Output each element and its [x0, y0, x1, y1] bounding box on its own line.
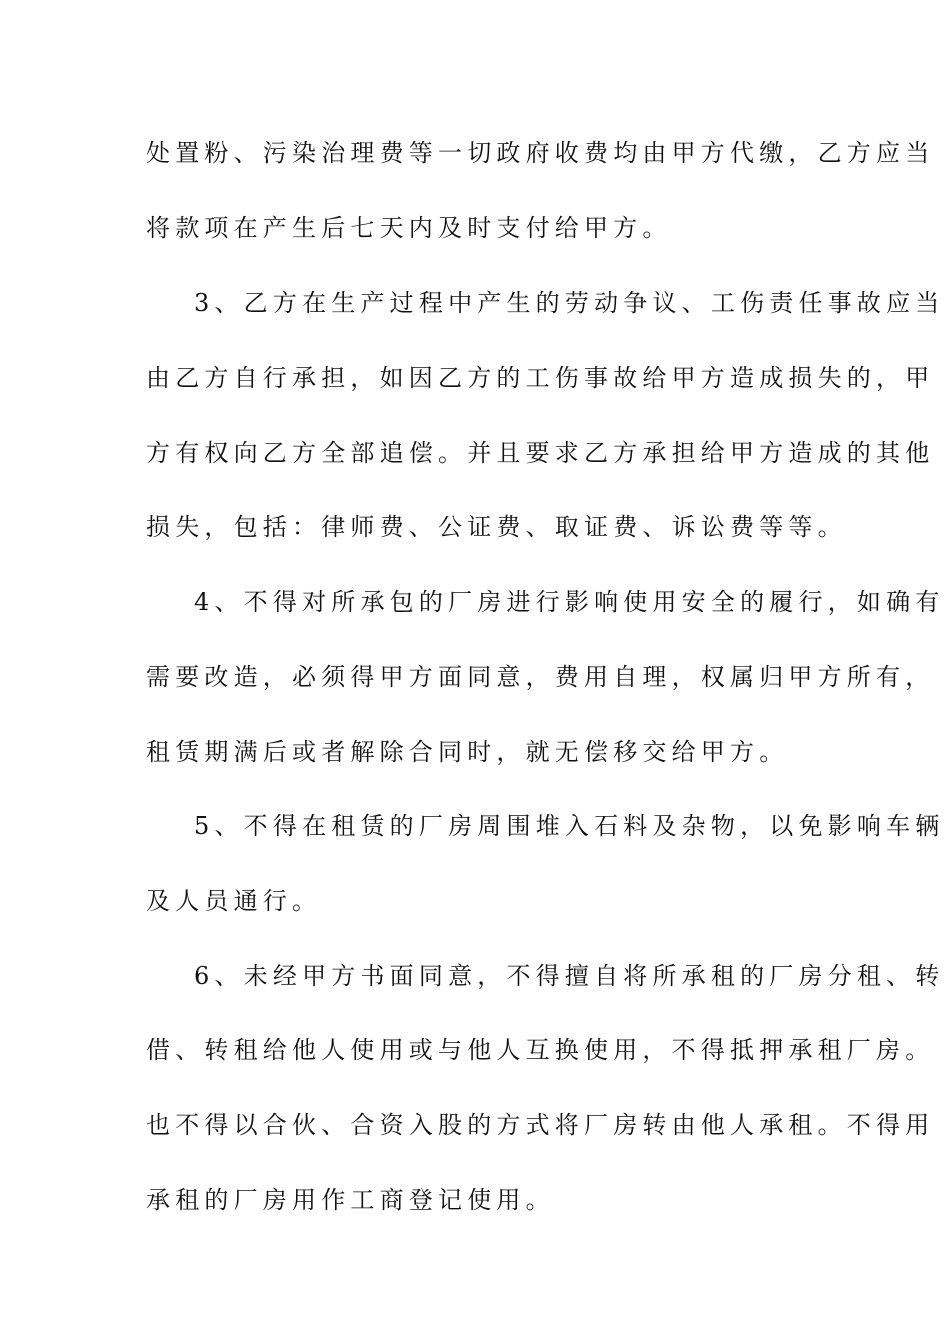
paragraph-start-line: 5、不得在租赁的厂房周围堆入石料及杂物，以免影响车辆 [194, 812, 945, 840]
text-line: 处置粉、污染治理费等一切政府收费均由甲方代缴，乙方应当 [146, 139, 935, 167]
text-line: 将款项在产生后七天内及时支付给甲方。 [146, 214, 672, 242]
text-line: 损失，包括：律师费、公证费、取证费、诉讼费等等。 [146, 513, 847, 541]
text-line: 承租的厂房用作工商登记使用。 [146, 1186, 555, 1214]
paragraph-start-line: 4、不得对所承包的厂房进行影响使用安全的履行，如确有 [194, 588, 945, 616]
text-line: 由乙方自行承担，如因乙方的工伤事故给甲方造成损失的，甲 [146, 364, 935, 392]
paragraph-start-line: 3、乙方在生产过程中产生的劳动争议、工伤责任事故应当 [194, 289, 945, 317]
text-line: 也不得以合伙、合资入股的方式将厂房转由他人承租。不得用 [146, 1111, 935, 1139]
text-line: 借、转租给他人使用或与他人互换使用，不得抵押承租厂房。 [146, 1036, 935, 1064]
text-line: 方有权向乙方全部追偿。并且要求乙方承担给甲方造成的其他 [146, 439, 935, 467]
text-line: 租赁期满后或者解除合同时，就无偿移交给甲方。 [146, 738, 789, 766]
paragraph-start-line: 6、未经甲方书面同意，不得擅自将所承租的厂房分租、转 [194, 962, 945, 990]
text-line: 及人员通行。 [146, 887, 322, 915]
text-line: 需要改造，必须得甲方面同意，费用自理，权属归甲方所有， [146, 663, 935, 691]
